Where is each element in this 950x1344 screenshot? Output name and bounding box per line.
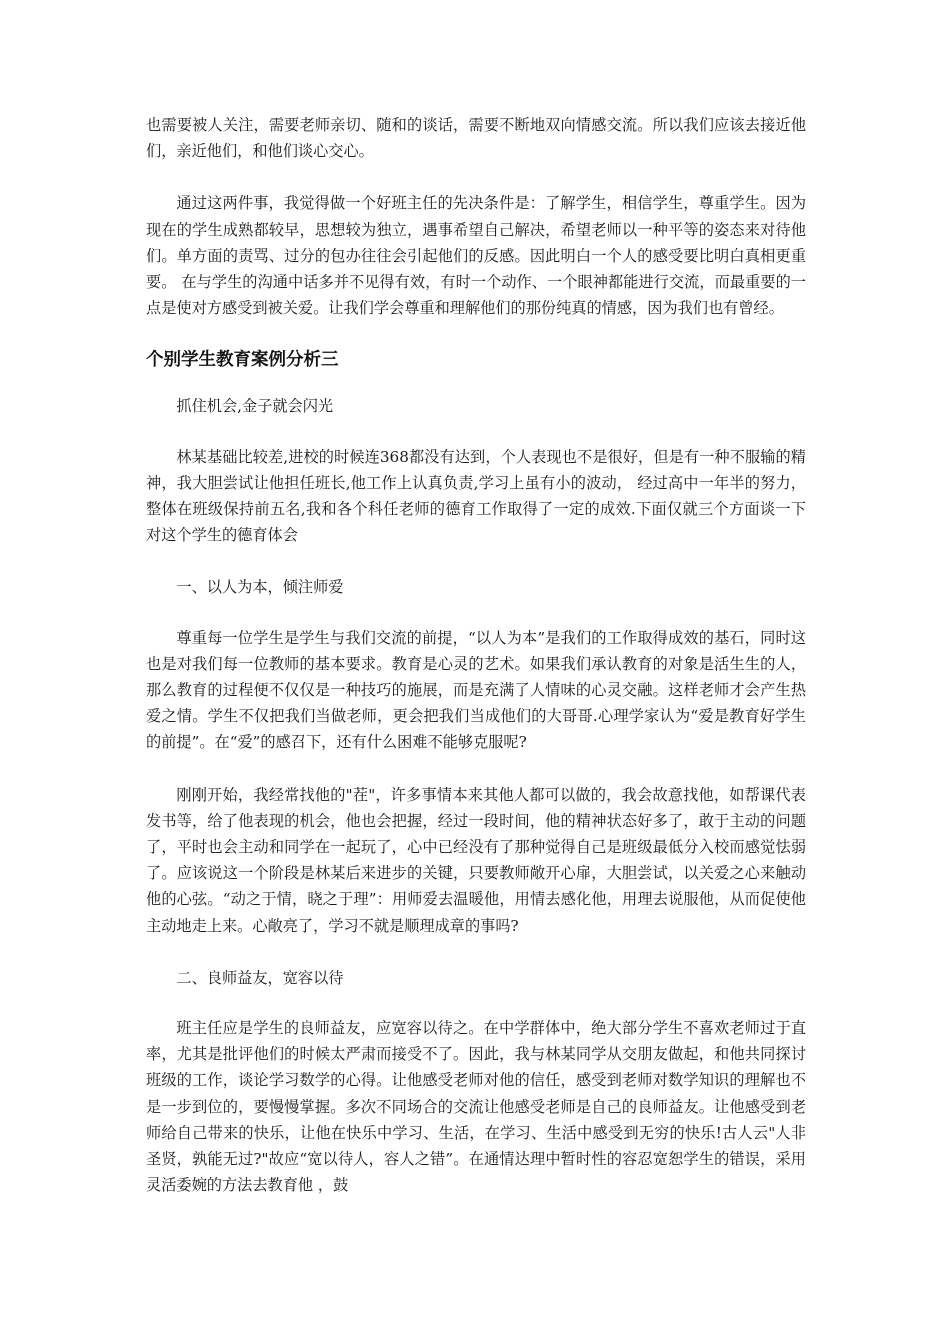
subsection-1-paragraph-2: 刚刚开始，我经常找他的"茬"，许多事情本来其他人都可以做的，我会故意找他，如帮课代表发书等，给了他表现的机会，他也会把握，经过一段时间，他的精神状态好多了，敢于主动的问题了，平时也会主动和同学在一起玩了，心中已经没有了那种觉得自己是班级最低分入校而感觉怯弱了。应该说这一个阶段是林某后来进步的关键，只要教师敞开心扉，大胆尝试，以关爱之心来触动他的心弦。“动之于情，晓之于理”：用师爱去温暖他，用情去感化他，用理去说服他，从而促使他主动地走上来。心敞亮了，学习不就是顺理成章的事吗?: [146, 785, 806, 935]
subsection-title-1: 一、以人为本，倾注师爱: [176, 578, 344, 597]
case-intro-paragraph: 林某基础比较差,进校的时候连368都没有达到，个人表现也不是很好，但是有一种不服输的精神，我大胆尝试让他担任班长,他工作上认真负责,学习上虽有小的波动， 经过高中一年半的努力，整体在班级保持前五名,我和各个科任老师的德育工作取得了一定的成效.下面仅就三个方面谈一下对这个学生的德育体会: [146, 447, 806, 545]
subsection-title-2: 二、良师益友，宽容以待: [176, 968, 344, 987]
case-subtitle: 抓住机会,金子就会闪光: [176, 397, 334, 416]
paragraph-continued: 也需要被人关注，需要老师亲切、随和的谈话，需要不断地双向情感交流。所以我们应该去接近他们，亲近他们，和他们谈心交心。: [146, 116, 806, 161]
subsection-1-paragraph-1: 尊重每一位学生是学生与我们交流的前提，“以人为本”是我们的工作取得成效的基石，同时这也是对我们每一位教师的基本要求。教育是心灵的艺术。如果我们承认教育的对象是活生生的人，那么教育的过程便不仅仅是一种技巧的施展，而是充满了人情味的心灵交融。这样老师才会产生热爱之情。学生不仅把我们当做老师，更会把我们当成他们的大哥哥.心理学家认为“爱是教育好学生的前提”。在“爱”的感召下，还有什么困难不能够克服呢?: [146, 628, 806, 752]
paragraph-conclusion: 通过这两件事，我觉得做一个好班主任的先决条件是：了解学生，相信学生，尊重学生。因为现在的学生成熟都较早，思想较为独立，遇事希望自己解决，希望老师以一种平等的姿态来对待他们。单方面的责骂、过分的包办往往会引起他们的反感。因此明白一个人的感受要比明白真相更重要。 在与学生的沟通中话多并不见得有效，有时一个动作、一个眼神都能进行交流，而最重要的一点是使对方感受到被关爱。让我们学会尊重和理解他们的那份纯真的情感，因为我们也有曾经。: [146, 194, 806, 318]
document-page: [146, 112, 806, 1225]
subsection-2-paragraph-1: 班主任应是学生的良师益友，应宽容以待之。在中学群体中，绝大部分学生不喜欢老师过于直率，尤其是批评他们的时候太严肃而接受不了。因此，我与林某同学从交朋友做起，和他共同探讨班级的工作，谈论学习数学的心得。让他感受老师对他的信任，感受到老师对数学知识的理解也不是一步到位的，要慢慢掌握。多次不同场合的交流让他感受老师是自己的良师益友。让他感受到老师给自己带来的快乐，让他在快乐中学习、生活，在学习、生活中感受到无穷的快乐!古人云"人非圣贤，孰能无过?"故应“宽以待人，容人之错”。在通情达理中暂时性的容忍宽恕学生的错误，采用灵活委婉的方法去教育他 ，鼓: [146, 1019, 806, 1195]
section-heading: 个别学生教育案例分析三: [146, 350, 339, 371]
